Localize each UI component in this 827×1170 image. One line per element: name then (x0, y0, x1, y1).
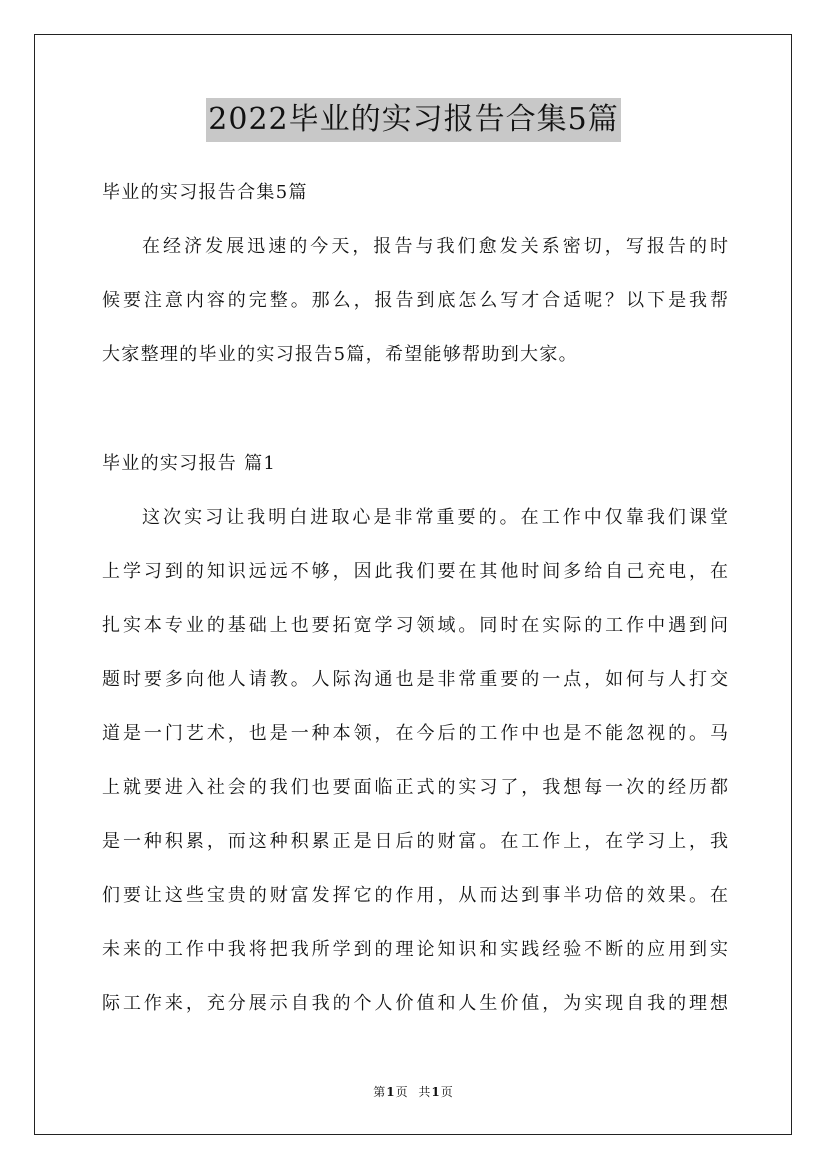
page-number-prefix: 第 (373, 1085, 387, 1099)
body-line: 扎实本专业的基础上也要拓宽学习领域。同时在实际的工作中遇到问 (102, 615, 728, 636)
page-number: 1 (386, 1085, 396, 1099)
body-line: 题时要多向他人请教。人际沟通也是非常重要的一点，如何与人打交 (102, 669, 728, 690)
total-pages: 1 (431, 1085, 441, 1099)
body-line: 未来的工作中我将把我所学到的理论知识和实践经验不断的应用到实 (102, 939, 728, 960)
document-subtitle: 毕业的实习报告合集5篇 (102, 182, 308, 203)
total-pages-prefix: 共 (418, 1085, 432, 1099)
body-line: 们要让这些宝贵的财富发挥它的作用，从而达到事半功倍的效果。在 (102, 885, 728, 906)
intro-line: 大家整理的毕业的实习报告5篇，希望能够帮助到大家。 (102, 344, 578, 365)
body-line: 道是一门艺术，也是一种本领，在今后的工作中也是不能忽视的。马 (102, 723, 728, 744)
intro-line: 在经济发展迅速的今天，报告与我们愈发关系密切，写报告的时 (142, 236, 728, 257)
document-title: 2022毕业的实习报告合集5篇 (206, 98, 620, 142)
body-line: 是一种积累，而这种积累正是日后的财富。在工作上，在学习上，我 (102, 831, 728, 852)
title-area (0, 98, 827, 142)
page-footer (0, 1082, 827, 1102)
page-number-suffix: 页 (395, 1085, 409, 1099)
body-line: 际工作来，充分展示自我的个人价值和人生价值，为实现自我的理想 (102, 993, 728, 1014)
intro-block (102, 166, 728, 382)
body-line: 上学习到的知识远远不够，因此我们要在其他时间多给自己充电，在 (102, 561, 728, 582)
section-1 (102, 437, 728, 1031)
body-line: 上就要进入社会的我们也要面临正式的实习了，我想每一次的经历都 (102, 777, 728, 798)
total-pages-suffix: 页 (440, 1085, 454, 1099)
body-line: 这次实习让我明白进取心是非常重要的。在工作中仅靠我们课堂 (142, 507, 728, 528)
section-heading: 毕业的实习报告 篇1 (102, 453, 277, 474)
intro-line: 候要注意内容的完整。那么，报告到底怎么写才合适呢？以下是我帮 (102, 290, 728, 311)
